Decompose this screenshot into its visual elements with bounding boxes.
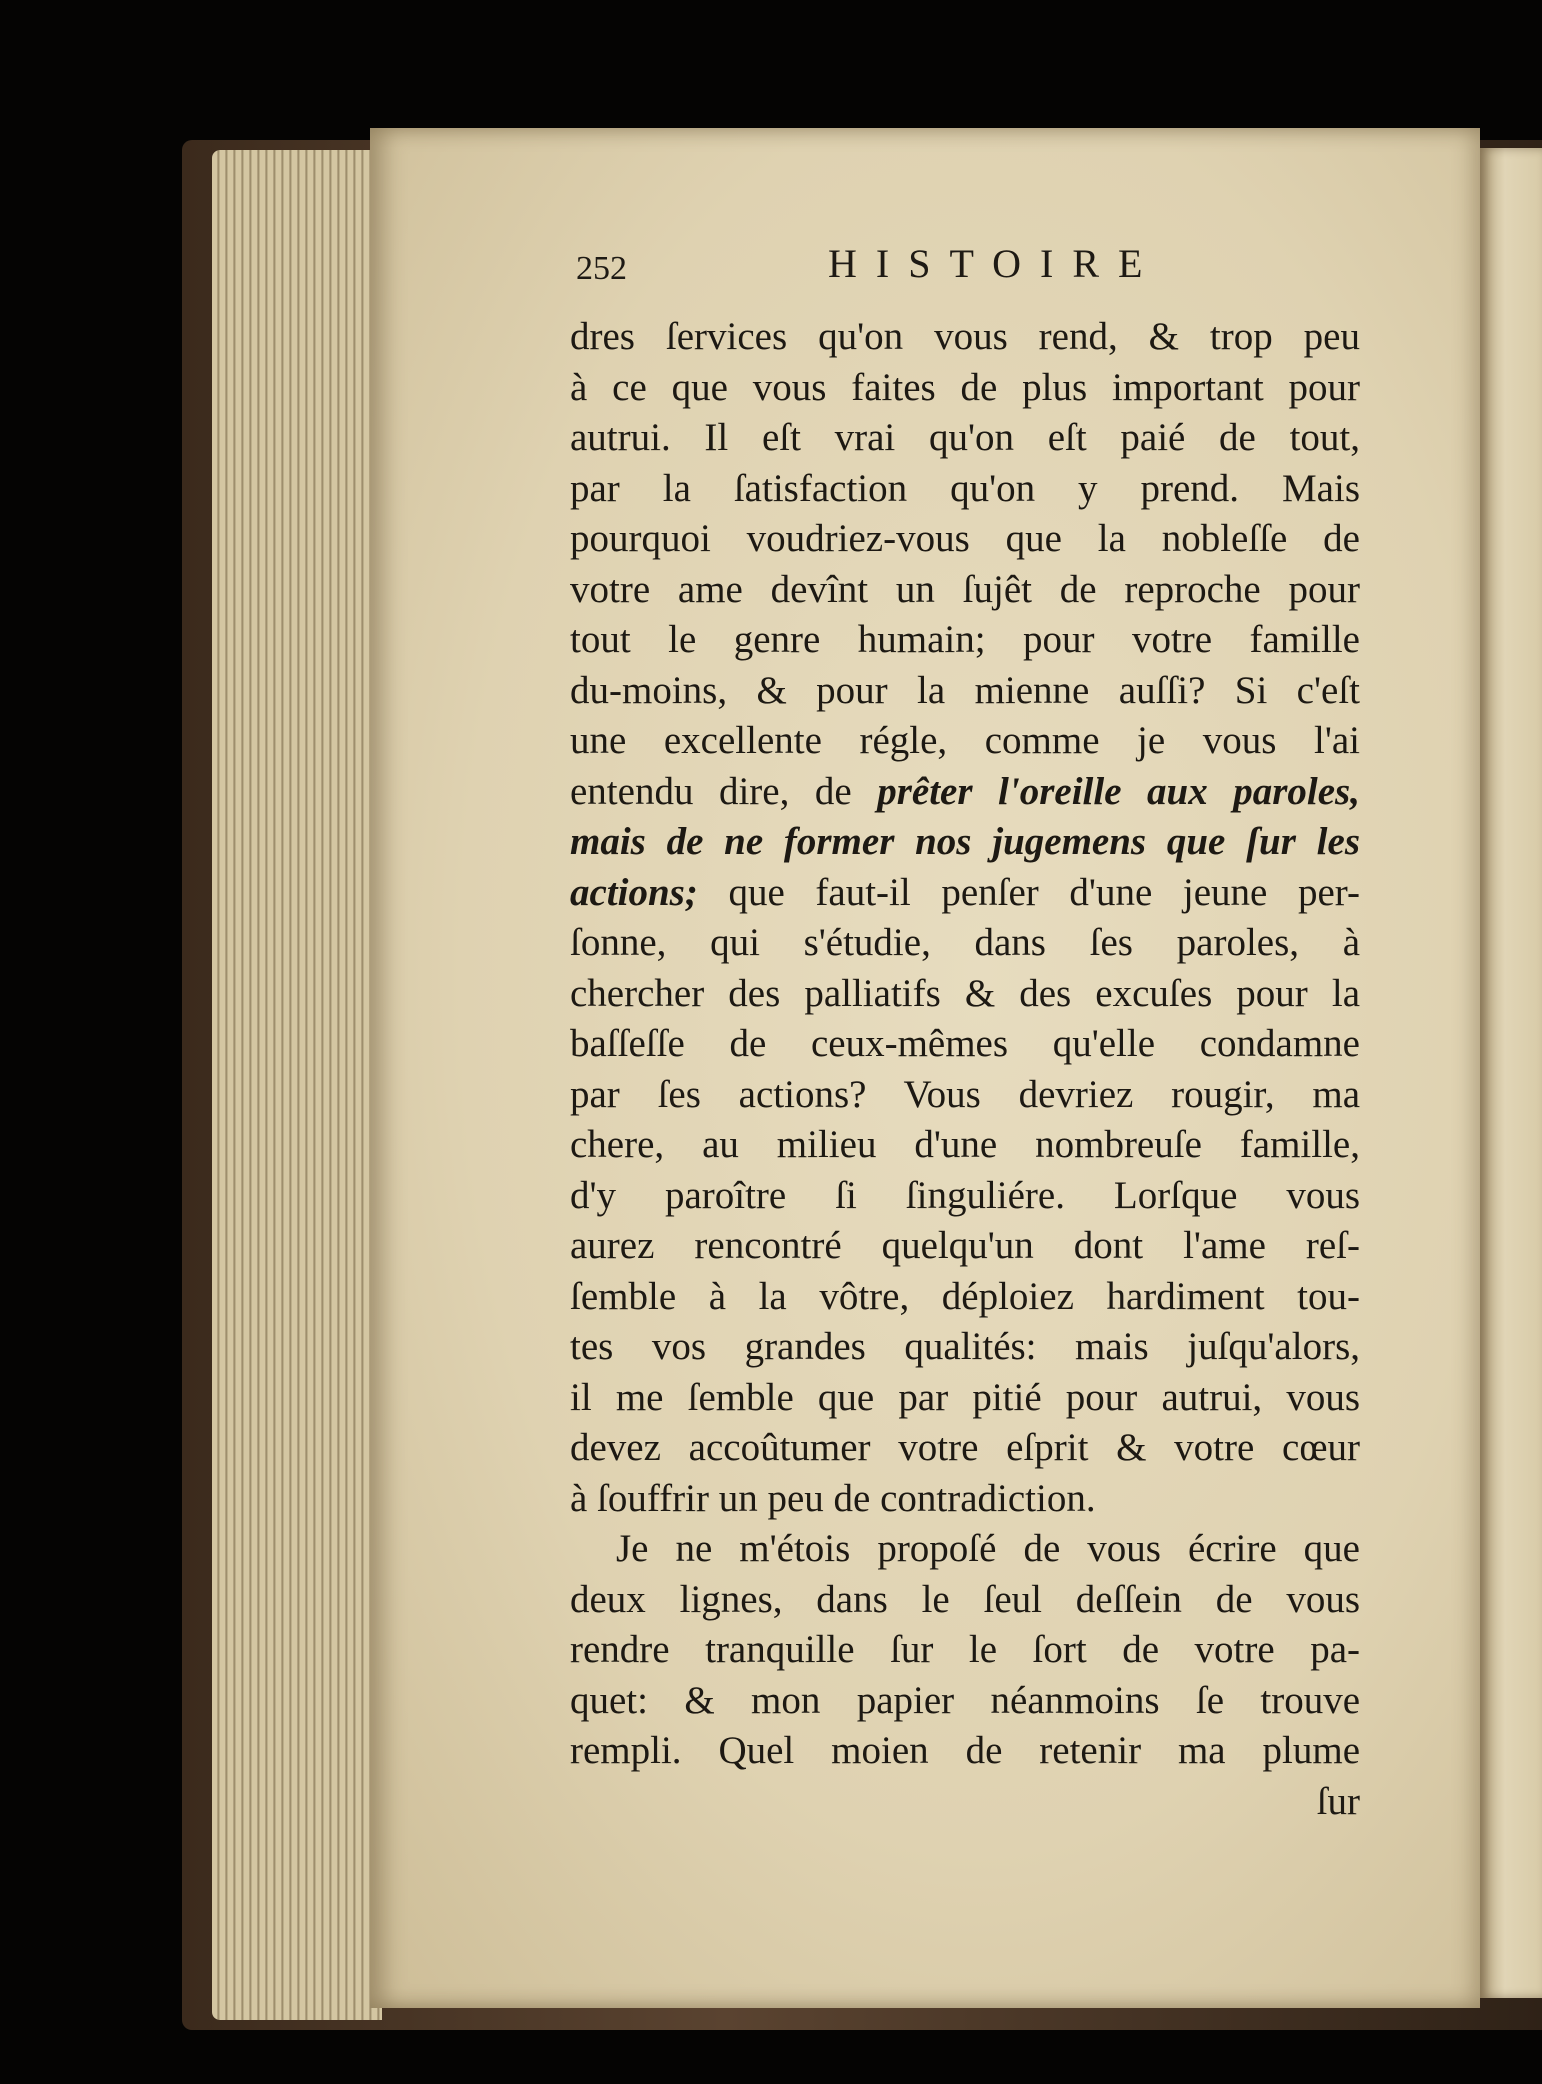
text-line: chercher des palliatifs & des excuſes pour la [570,971,1360,1015]
text-line: dres ſervices qu'on vous rend, & trop peu [570,315,1360,358]
page-edges [212,150,382,2020]
text-line: pourquoi voudriez-vous que la nobleſſe de [570,517,1360,560]
text-line-paragraph-end: à ſouffrir un peu de contradiction. [570,1476,1096,1520]
running-head [576,236,1376,296]
text-line-quote-end [570,868,1360,919]
text-line: il me ſemble que par pitié pour autrui, vous [570,1375,1360,1419]
text-line: à ce que vous faites de plus important pour [570,365,1360,409]
text-line: rempli. Quel moien de retenir ma plume [570,1729,1360,1772]
text-line: ſemble à la vôtre, déploiez hardiment tou- [570,1274,1360,1318]
text-line: tes vos grandes qualités: mais juſqu'alors, [570,1325,1360,1368]
running-title: HISTOIRE [828,241,1162,286]
page-number: 252 [576,250,627,287]
text-line: d'y paroître ſi ſinguliére. Lorſque vous [570,1173,1360,1217]
italic-quote: mais de ne former nos jugemens que ſur les [570,820,1360,863]
facing-page-edge [1480,148,1542,1998]
catchword: ſur [1316,1779,1360,1823]
body-text [570,312,1360,1827]
text-line-quote [570,817,1360,868]
text-line: par ſes actions? Vous devriez rougir, ma [570,1072,1360,1116]
text-line: quet: & mon papier néanmoins ſe trouve [570,1678,1360,1722]
text-line: deux lignes, dans le ſeul deſſein de vous [570,1577,1360,1621]
text-line: aurez rencontré quelqu'un dont l'ame reſ- [570,1224,1360,1267]
text-line: devez accoûtumer votre eſprit & votre cœur [570,1426,1360,1469]
text-line: votre ame devînt un ſujêt de reproche pour [570,567,1360,611]
text-segment: entendu dire, de [570,769,878,813]
text-line-quote-start [570,767,1360,818]
text-line-paragraph-start: Je ne m'étois propoſé de vous écrire que [616,1527,1360,1570]
italic-quote: actions; [570,870,698,914]
text-line: chere, au milieu d'une nombreuſe famille, [570,1123,1360,1166]
text-line: ſonne, qui s'étudie, dans ſes paroles, à [570,921,1360,964]
text-line: une excellente régle, comme je vous l'ai [570,719,1360,762]
text-line: par la ſatisfaction qu'on y prend. Mais [570,466,1360,510]
text-line: du-moins, & pour la mienne auſſi? Si c'eſt [570,668,1360,712]
italic-quote: prêter l'oreille aux paroles, [877,769,1360,813]
text-line: rendre tranquille ſur le ſort de votre pa- [570,1628,1360,1671]
text-line: autrui. Il eſt vrai qu'on eſt paié de tout, [570,416,1360,459]
text-line: tout le genre humain; pour votre famille [570,618,1360,661]
text-segment: que faut-il penſer d'une jeune per- [697,870,1360,914]
text-line: baſſeſſe de ceux-mêmes qu'elle condamne [570,1022,1360,1065]
